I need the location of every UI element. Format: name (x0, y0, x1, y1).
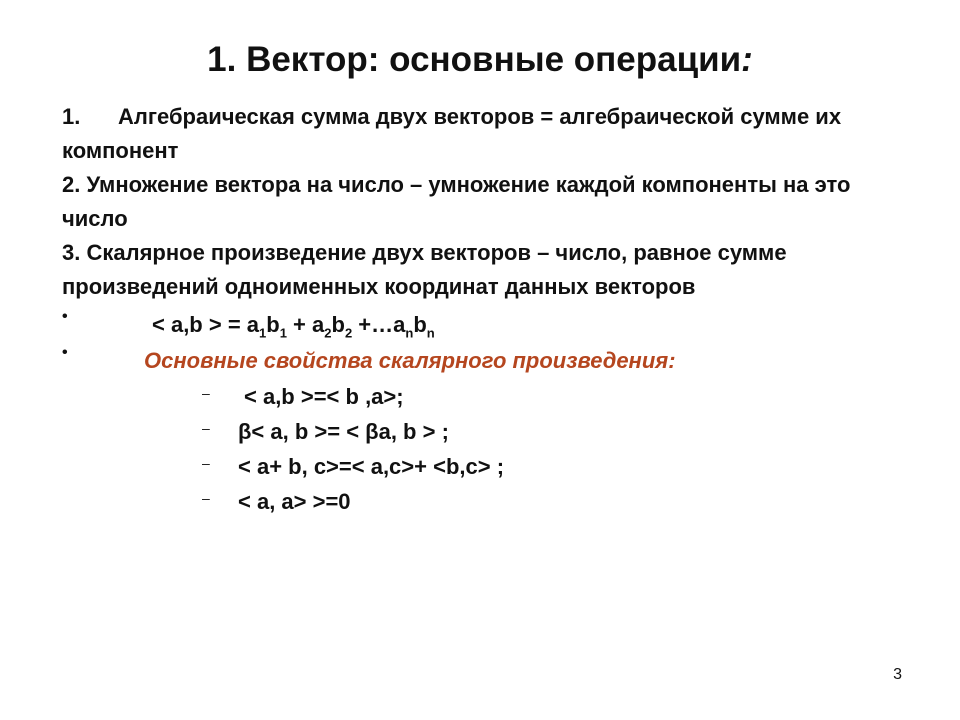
operation-item-3: 3. Скалярное произведение двух векторов – число, равное сумме произведений одноименных координат данных векторов (62, 240, 787, 299)
dash-icon: – (202, 455, 210, 471)
slide-content (62, 100, 892, 516)
property-item (62, 446, 892, 481)
property-text: < a+ b, c>=< a,c>+ <b,c> ; (238, 454, 505, 479)
bullet-icon: • (62, 308, 68, 325)
page-number: 3 (893, 666, 902, 683)
operation-item-2: 2. Умножение вектора на число – умножение каждой компоненты на это число (62, 172, 851, 231)
formula-subscript: n (405, 325, 414, 341)
formula-part: b (413, 312, 427, 337)
operation-item-1-number: 1. (62, 104, 81, 129)
bullet-icon: • (62, 344, 68, 361)
properties-bullet (62, 340, 892, 376)
property-text: β< a, b >= < βa, b > ; (238, 419, 449, 444)
properties-heading: Основные свойства скалярного произведения: (144, 348, 676, 373)
slide-title (0, 40, 960, 80)
property-item (62, 376, 892, 411)
formula-part: b (266, 312, 280, 337)
dash-icon: – (202, 385, 210, 401)
property-item (62, 481, 892, 516)
dash-icon: – (202, 490, 210, 506)
operation-item-1-text: Алгебраическая сумма двух векторов = алгебраической сумме их компонент (62, 104, 842, 163)
formula-subscript: 2 (324, 325, 332, 341)
formula-subscript: n (426, 325, 435, 341)
formula-subscript: 2 (344, 325, 353, 341)
slide-title-text: 1. Вектор: основные операции (207, 40, 742, 79)
formula-part: < a,b > = a (152, 312, 260, 337)
formula-subscript: 1 (259, 325, 267, 341)
slide-title-colon: : (741, 40, 753, 79)
formula-part: b (331, 312, 345, 337)
formula-bullet (62, 304, 892, 340)
formula-part: + a (286, 312, 325, 337)
dash-icon: – (202, 420, 210, 436)
property-text: < a, a> >=0 (238, 489, 351, 514)
formula-subscript: 1 (279, 325, 287, 341)
operation-item-1 (62, 100, 892, 168)
property-text: < a,b >=< b ,a>; (244, 384, 404, 409)
property-item (62, 411, 892, 446)
formula-part: +…a (352, 312, 406, 337)
dot-product-formula (152, 308, 435, 342)
